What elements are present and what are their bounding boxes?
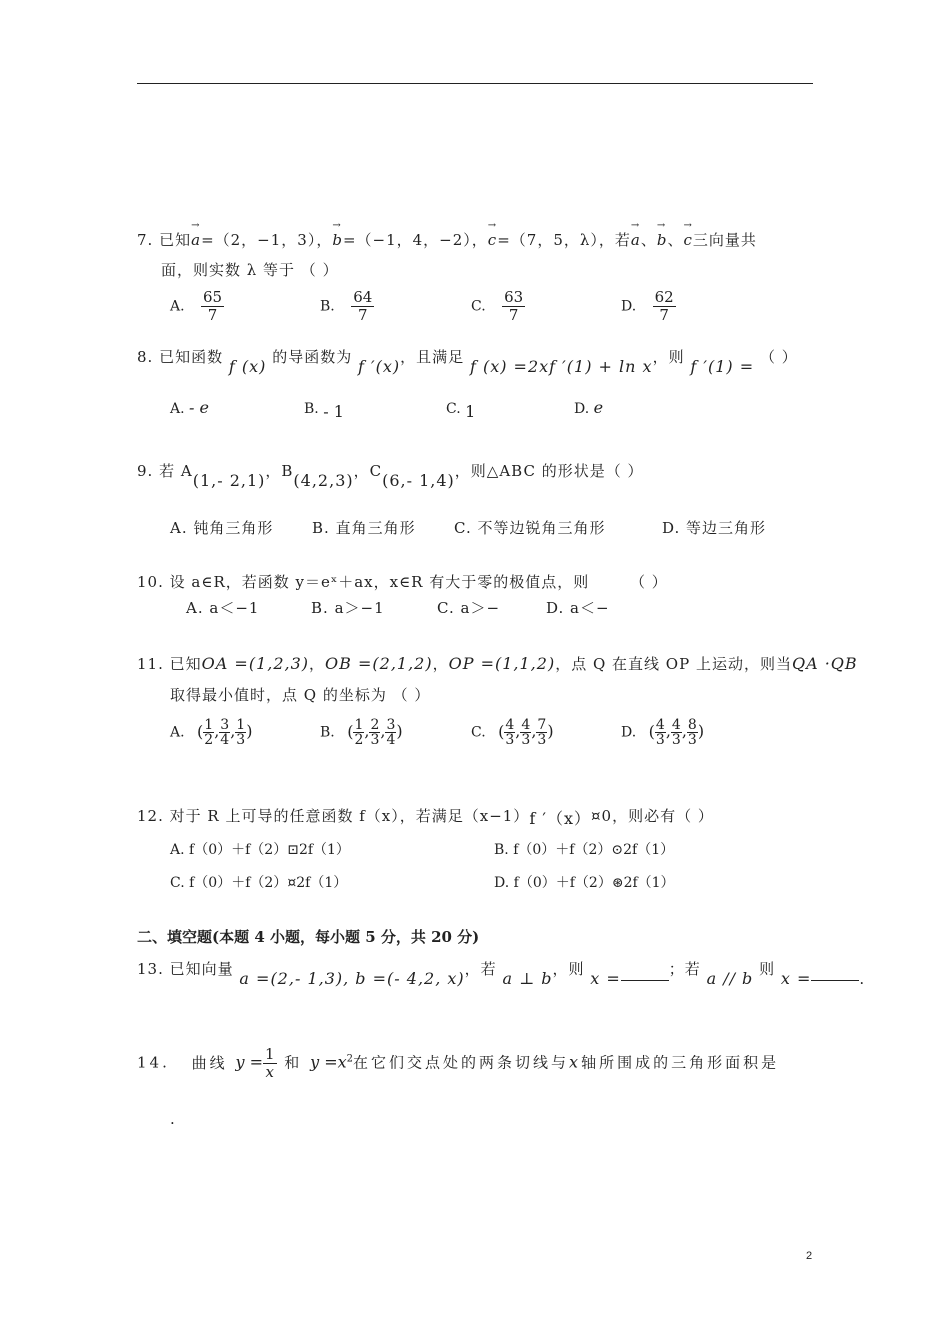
q10-option-a[interactable] (186, 597, 259, 618)
fraction (520, 718, 531, 747)
fraction (219, 718, 230, 747)
option-text: f（0）＋f（2） (189, 842, 288, 858)
q7-text-1: 已知 (159, 231, 192, 249)
vector-oa: OA =(1,2,3) (201, 654, 310, 673)
denominator: 3 (671, 732, 681, 748)
q11-option-c[interactable]: C. ( $\frac{4}{3}$ , $\frac{4}{3}$ , $\frac{7}{3}$ ) (471, 717, 554, 748)
section-heading: 二、填空题(本题 4 小题，每小题 5 分，共 20 分) (137, 928, 480, 946)
derivative-f: f ′（x） (529, 809, 591, 828)
denominator: 2 (354, 732, 364, 748)
option-label: D. (494, 875, 510, 891)
vector-c: → c (488, 231, 497, 249)
option-label: A. (170, 519, 188, 537)
option-value: - e (189, 398, 209, 417)
q10-option-b[interactable] (311, 597, 385, 618)
fraction (353, 718, 364, 747)
option-label: A. (186, 599, 204, 617)
option-label: B. (320, 298, 335, 315)
comparison-symbol: ⊡ (287, 842, 299, 858)
q12-option-a[interactable] (170, 839, 350, 859)
option-label: C. (471, 724, 486, 741)
q13-text-4: ；若 (668, 960, 701, 978)
option-label: D. (662, 519, 681, 537)
option-label: C. (471, 298, 486, 315)
denominator: 2 (204, 732, 214, 748)
q8-text-4: ，则 (652, 348, 685, 366)
q14-text-4: 轴所围成的三角形面积是 (581, 1053, 780, 1072)
q14-text-1: 曲线 (191, 1053, 228, 1072)
question-8-line1 (137, 346, 798, 376)
numerator: 8 (687, 717, 697, 733)
point-c: (6,- 1,4) (382, 471, 455, 490)
option-label: A. (170, 724, 185, 741)
numerator: 1 (204, 717, 214, 733)
option-label: D. (546, 599, 565, 617)
question-12 (137, 803, 714, 826)
question-13 (137, 958, 866, 988)
q7-option-b[interactable] (320, 289, 374, 324)
q11-text-1: 已知 (169, 655, 202, 673)
q9-option-d[interactable] (662, 517, 766, 538)
option-label: A. (170, 298, 185, 315)
comparison-symbol: ¤ (287, 875, 297, 891)
answer-blank-1[interactable] (621, 980, 669, 981)
question-7-line1 (137, 229, 757, 250)
denominator: x (265, 1063, 274, 1081)
option-label: D. (621, 298, 637, 315)
fraction (671, 718, 682, 747)
denominator: 7 (508, 306, 519, 324)
q9-option-b[interactable] (312, 517, 416, 538)
q9-text-3: ，C (353, 462, 383, 480)
vector-a-value: =（2，−1，3）， (201, 231, 333, 249)
numerator: 7 (537, 717, 547, 733)
fraction (201, 289, 224, 324)
q10-answer-paren: （ ） (630, 573, 668, 591)
q7-option-a[interactable] (170, 289, 224, 324)
separator: ， (309, 655, 326, 673)
question-7-line2: 面，则实数 λ 等于 （ ） (161, 261, 339, 279)
denominator: 3 (655, 732, 665, 748)
option-label: B. (304, 401, 319, 417)
option-label: C. (454, 519, 472, 537)
q11-option-d[interactable]: D. ( $\frac{4}{3}$ , $\frac{4}{3}$ , $\frac{8}{3}$ ) (621, 717, 705, 748)
option-label: A. (170, 401, 185, 417)
option-text: a＜− (570, 599, 610, 617)
fraction (235, 718, 246, 747)
option-value: - 1 (323, 402, 344, 421)
denominator: 4 (220, 732, 230, 748)
fraction (385, 718, 396, 747)
equation: f (x) =2xf ′(1) + ln x (469, 357, 653, 376)
comparison-symbol: ⊙ (611, 842, 624, 858)
denominator: 3 (370, 732, 380, 748)
q8-text-3: ，且满足 (400, 348, 465, 366)
question-number: 11. (137, 655, 164, 673)
question-number: 9. (137, 462, 154, 480)
option-label: C. (437, 599, 455, 617)
denominator: 3 (537, 732, 547, 748)
option-text: a＞−1 (334, 599, 385, 617)
q14-text-2: 和 (284, 1053, 303, 1072)
question-14-line2: . (170, 1110, 176, 1128)
q9-text-1: 若 A (159, 462, 193, 480)
numerator: 1 (264, 1045, 275, 1063)
denominator: 7 (207, 306, 218, 324)
q13-text-2: ，若 (464, 960, 497, 978)
option-text: a＞− (460, 599, 501, 617)
q9-option-a[interactable] (170, 517, 273, 538)
option-label: D. (621, 724, 637, 741)
answer-paren: （ ） (759, 348, 798, 366)
vector-b-value: =（−1，4，−2）， (342, 231, 488, 249)
curve-1-lhs: y = (235, 1052, 263, 1072)
q12-text-2: ¤0，则必有（ ） (590, 807, 714, 825)
vector-a: → a (631, 231, 641, 249)
q10-text: 10. 设 a∈R，若函数 y＝eˣ＋ax，x∈R 有大于零的极值点，则 (137, 573, 590, 591)
option-value: e (593, 398, 604, 417)
q12-option-d[interactable] (494, 872, 675, 892)
q13-text-5: 则 (759, 960, 776, 978)
option-label: C. (446, 401, 461, 417)
option-value: 1 (465, 402, 476, 421)
vector-equation: a =(2,- 1,3), b =(- 4,2, x) (239, 969, 465, 988)
numerator: 4 (505, 717, 515, 733)
option-text-rest: 2f（1） (623, 875, 675, 891)
fraction (504, 718, 515, 747)
q7-text-2: 三向量共 (692, 231, 757, 249)
q14-text-3: 在它们交点处的两条切线与 (353, 1053, 570, 1072)
numerator: 3 (386, 717, 396, 733)
separator: 、 (667, 231, 684, 249)
numerator: 1 (236, 717, 246, 733)
question-9 (137, 460, 644, 490)
vector-a: → a (191, 231, 201, 249)
option-text: 直角三角形 (335, 519, 416, 537)
q8-option-b[interactable] (304, 398, 344, 421)
option-label: B. (312, 519, 330, 537)
option-text-rest: 2f（1） (296, 875, 348, 891)
fraction (263, 1046, 277, 1081)
numerator: 4 (521, 717, 531, 733)
q9-option-c[interactable] (454, 517, 606, 538)
numerator: 4 (655, 717, 665, 733)
q10-option-d[interactable] (546, 597, 610, 618)
denominator: 7 (357, 306, 368, 324)
option-label: C. (170, 875, 185, 891)
question-11-line2: 取得最小值时，点 Q 的坐标为 （ ） (170, 686, 431, 704)
q11-option-b[interactable]: B. ( $\frac{1}{2}$ , $\frac{2}{3}$ , $\frac{3}{4}$ ) (320, 717, 403, 748)
answer-x-2: x = (780, 969, 812, 988)
q12-text-1: 12. 对于 R 上可导的任意函数 f（x），若满足（x−1） (137, 807, 530, 825)
denominator: 7 (659, 306, 669, 324)
vector-op: OP =(1,1,2) (448, 654, 556, 673)
q7-option-c[interactable] (471, 289, 525, 324)
q12-option-c[interactable] (170, 872, 347, 892)
derivative-at-1: f ′(1) = (690, 357, 755, 376)
vector-c: → c (683, 231, 692, 249)
q10-option-c[interactable] (437, 597, 500, 618)
fraction (203, 718, 214, 747)
numerator: 1 (354, 717, 364, 733)
option-text: 不等边锐角三角形 (477, 519, 606, 537)
vector-c-value: =（7，5，λ），若 (497, 231, 631, 249)
parallel-condition: a // b (706, 969, 754, 988)
q8-option-d[interactable] (574, 398, 603, 417)
fraction (536, 718, 547, 747)
q8-text-2: 的导函数为 (272, 348, 353, 366)
q9-text-4: ，则△ABC 的形状是（ ） (454, 462, 644, 480)
option-label: B. (320, 724, 335, 741)
option-label: B. (311, 599, 329, 617)
option-text: a＜−1 (209, 599, 260, 617)
numerator: 65 (203, 288, 223, 306)
answer-x-1: x = (590, 969, 621, 988)
q13-text-1: 13. 已知向量 (137, 960, 234, 978)
derivative-f: f ′(x) (357, 357, 401, 376)
numerator: 3 (220, 717, 230, 733)
vector-ob: OB =(2,1,2) (325, 654, 433, 673)
numerator: 64 (353, 288, 373, 306)
header-rule (137, 83, 813, 84)
numerator: 63 (504, 288, 524, 306)
numerator: 4 (671, 717, 681, 733)
option-label: D. (574, 401, 590, 417)
q11-text-2: ，点 Q 在直线 OP 上运动，则当 (555, 655, 792, 673)
question-10 (137, 571, 589, 592)
separator: ， (432, 655, 449, 673)
q7-option-d[interactable] (621, 289, 676, 324)
denominator: 3 (687, 732, 697, 748)
q12-option-b[interactable] (494, 839, 674, 859)
vector-b: → b (332, 231, 343, 249)
question-number: 14. (137, 1053, 170, 1072)
q8-option-c[interactable] (446, 398, 476, 421)
option-text: f（0）＋f（2） (513, 875, 612, 891)
denominator: 3 (505, 732, 515, 748)
denominator: 3 (521, 732, 531, 748)
option-text: f（0）＋f（2） (189, 875, 288, 891)
fraction (351, 289, 374, 324)
page-number: 2 (806, 1250, 813, 1262)
q11-option-a[interactable]: A. ( $\frac{1}{2}$ , $\frac{3}{4}$ , $\frac{1}{3}$ ) (170, 717, 253, 748)
option-text: 钝角三角形 (193, 519, 274, 537)
q8-option-a[interactable] (170, 398, 209, 417)
question-11-line1 (137, 653, 858, 674)
point-a: (1,- 2,1) (192, 471, 266, 490)
dot-product: QA ·QB (791, 654, 858, 673)
separator: 、 (640, 231, 657, 249)
fraction (655, 718, 666, 747)
period: . (859, 970, 866, 988)
q8-text-1: 已知函数 (159, 348, 224, 366)
option-text: f（0）＋f（2） (513, 842, 612, 858)
question-number: 7. (137, 231, 154, 249)
vector-b: → b (657, 231, 668, 249)
answer-blank-2[interactable] (811, 980, 859, 981)
fraction (502, 289, 525, 324)
exponent: 2 (346, 1053, 354, 1065)
q9-text-2: ，B (265, 462, 294, 480)
question-14 (137, 1046, 779, 1081)
point-b: (4,2,3) (293, 471, 354, 490)
option-text-rest: 2f（1） (623, 842, 675, 858)
curve-2: y =x (310, 1052, 347, 1072)
option-text-rest: 2f（1） (298, 842, 350, 858)
question-number: 8. (137, 348, 154, 366)
fraction (369, 718, 380, 747)
comparison-symbol: ⊛ (611, 875, 624, 891)
denominator: 4 (386, 732, 396, 748)
q13-text-3: ，则 (552, 960, 585, 978)
x-variable: x (569, 1052, 582, 1072)
numerator: 62 (654, 288, 674, 306)
option-text: 等边三角形 (686, 519, 767, 537)
option-label: A. (170, 842, 185, 858)
fraction (653, 289, 676, 324)
denominator: 3 (236, 732, 246, 748)
fraction (687, 718, 698, 747)
option-label: B. (494, 842, 509, 858)
numerator: 2 (370, 717, 380, 733)
perpendicular-condition: a ⊥ b (502, 969, 553, 988)
function-f: f (x) (228, 357, 267, 376)
